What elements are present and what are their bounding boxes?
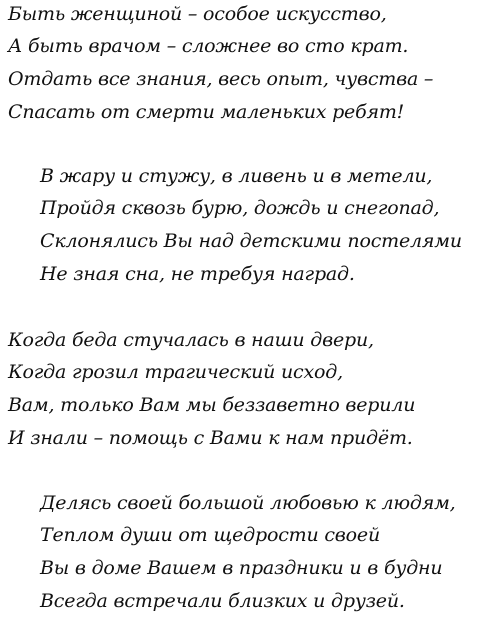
poem-line: Спасать от смерти маленьких ребят!	[8, 101, 405, 123]
poem-line: Теплом души от щедрости своей	[40, 524, 380, 546]
poem-line: И знали – помощь с Вами к нам придёт.	[8, 427, 413, 449]
poem-line: Когда грозил трагический исход,	[8, 361, 343, 383]
poem-line: Склонялись Вы над детскими постелями	[40, 230, 462, 252]
poem-line: Вам, только Вам мы беззаветно верили	[8, 394, 416, 416]
poem-line: Быть женщиной – особое искусство,	[8, 3, 387, 25]
poem-line: А быть врачом – сложнее во сто крат.	[8, 35, 409, 57]
poem-line: Не зная сна, не требуя наград.	[40, 263, 355, 285]
poem-line: Когда беда стучалась в наши двери,	[8, 329, 374, 351]
poem-line: Всегда встречали близких и друзей.	[40, 590, 405, 612]
poem-line: Пройдя сквозь бурю, дождь и снегопад,	[40, 197, 440, 219]
poem-line: Делясь своей большой любовью к людям,	[40, 492, 456, 514]
poem-line: В жару и стужу, в ливень и в метели,	[40, 165, 433, 187]
poem-line: Вы в доме Вашем в праздники и в будни	[40, 557, 443, 579]
poem-line: Отдать все знания, весь опыт, чувства –	[8, 68, 434, 90]
